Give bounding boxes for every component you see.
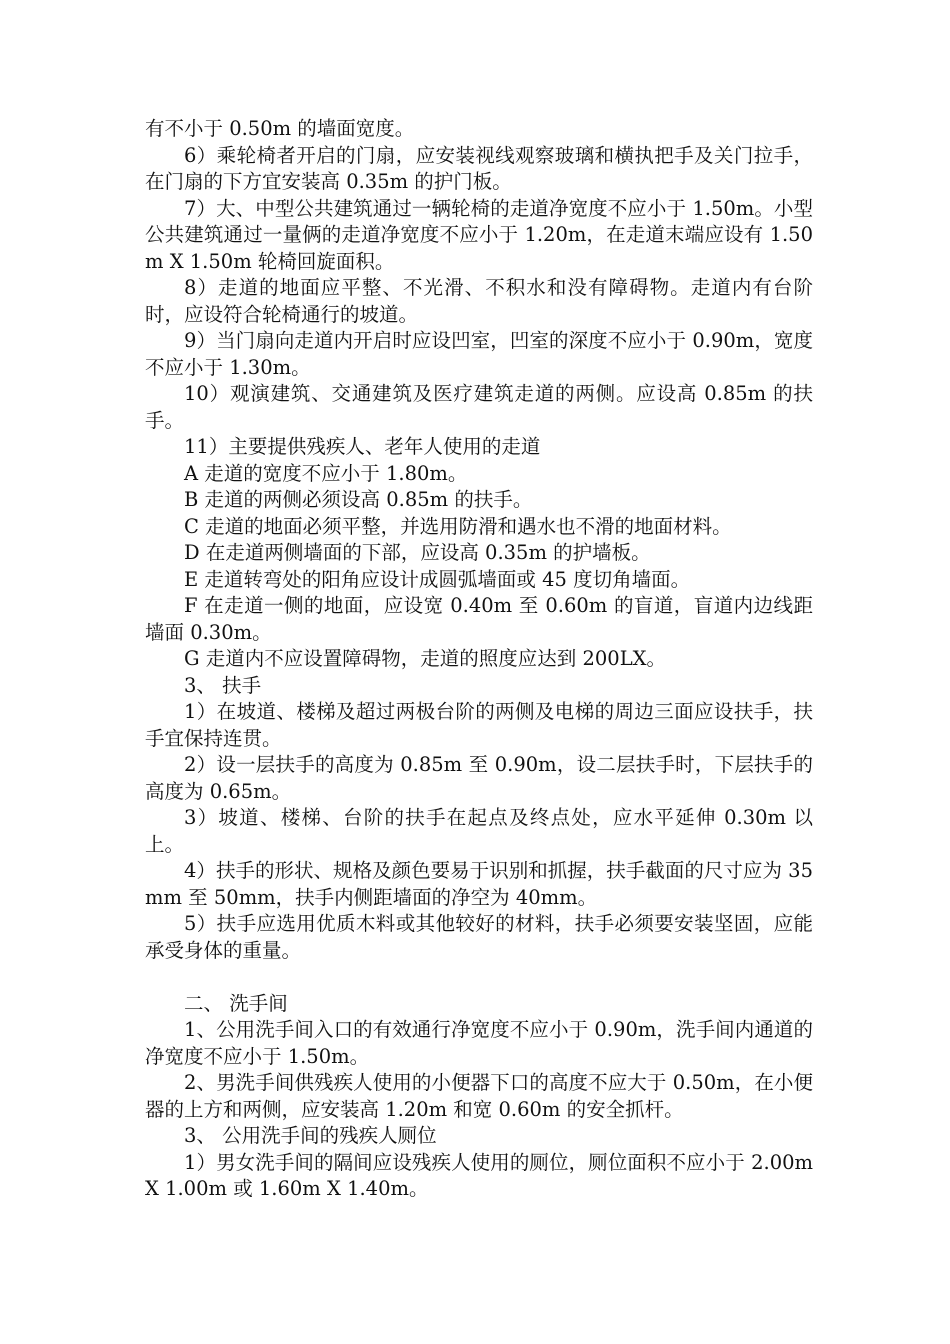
paragraph: 8）走道的地面应平整、不光滑、不积水和没有障碍物。走道内有台阶时，应设符合轮椅通行的坡道。 — [145, 276, 813, 326]
list-item: A 走道的宽度不应小于 1.80m。 — [184, 461, 468, 485]
section-heading: 3、 公用洗手间的残疾人厕位 — [184, 1124, 437, 1147]
paragraph: 3）坡道、楼梯、台阶的扶手在起点及终点处，应水平延伸 0.30m 以上。 — [145, 806, 813, 856]
paragraph: 6）乘轮椅者开启的门扇，应安装视线观察玻璃和横执把手及关门拉手，在门扇的下方宜安装高 0.35m 的护门板。 — [145, 143, 813, 193]
paragraph: 11）主要提供残疾人、老年人使用的走道 — [184, 435, 541, 458]
list-item: D 在走道两侧墙面的下部，应设高 0.35m 的护墙板。 — [184, 541, 651, 564]
paragraph: 4）扶手的形状、规格及颜色要易于识别和抓握，扶手截面的尺寸应为 35mm 至 50mm，扶手内侧距墙面的净空为 40mm。 — [145, 859, 813, 909]
list-item: F 在走道一侧的地面，应设宽 0.40m 至 0.60m 的盲道，盲道内边线距墙面 0.30m。 — [145, 594, 813, 644]
section-heading: 二、 洗手间 — [184, 991, 288, 1015]
section-heading: 3、 扶手 — [184, 673, 262, 697]
paragraph: 1）在坡道、楼梯及超过两极台阶的两侧及电梯的周边三面应设扶手，扶手宜保持连贯。 — [145, 700, 813, 750]
paragraph: 10）观演建筑、交通建筑及医疗建筑走道的两侧。应设高 0.85m 的扶手。 — [145, 382, 813, 432]
document-body — [145, 116, 813, 1203]
paragraph: 9）当门扇向走道内开启时应设凹室，凹室的深度不应小于 0.90m，宽度不应小于 1.30m。 — [145, 329, 813, 379]
blank-line — [145, 964, 813, 991]
paragraph: 1、公用洗手间入口的有效通行净宽度不应小于 0.90m，洗手间内通道的净宽度不应小于 1.50m。 — [145, 1018, 813, 1068]
paragraph: 2、男洗手间供残疾人使用的小便器下口的高度不应大于 0.50m，在小便器的上方和两侧，应安装高 1.20m 和宽 0.60m 的安全抓杆。 — [145, 1071, 813, 1121]
list-item: C 走道的地面必须平整，并选用防滑和遇水也不滑的地面材料。 — [184, 514, 732, 538]
list-item: G 走道内不应设置障碍物，走道的照度应达到 200LX。 — [184, 647, 667, 670]
paragraph: 1）男女洗手间的隔间应设残疾人使用的厕位，厕位面积不应小于 2.00m X 1.00m 或 1.60m X 1.40m。 — [145, 1150, 813, 1200]
paragraph: 7）大、中型公共建筑通过一辆轮椅的走道净宽度不应小于 1.50m。小型公共建筑通过一量俩的走道净宽度不应小于 1.20m，在走道末端应设有 1.50m X 1.50m 轮椅回旋面积。 — [145, 196, 813, 273]
paragraph: 2）设一层扶手的高度为 0.85m 至 0.90m，设二层扶手时，下层扶手的高度为 0.65m。 — [145, 753, 813, 803]
paragraph: 5）扶手应选用优质木料或其他较好的材料，扶手必须要安装坚固，应能承受身体的重量。 — [145, 912, 813, 962]
list-item: B 走道的两侧必须设高 0.85m 的扶手。 — [184, 488, 533, 511]
paragraph: 有不小于 0.50m 的墙面宽度。 — [145, 117, 415, 140]
list-item: E 走道转弯处的阳角应设计成圆弧墙面或 45 度切角墙面。 — [184, 567, 691, 591]
